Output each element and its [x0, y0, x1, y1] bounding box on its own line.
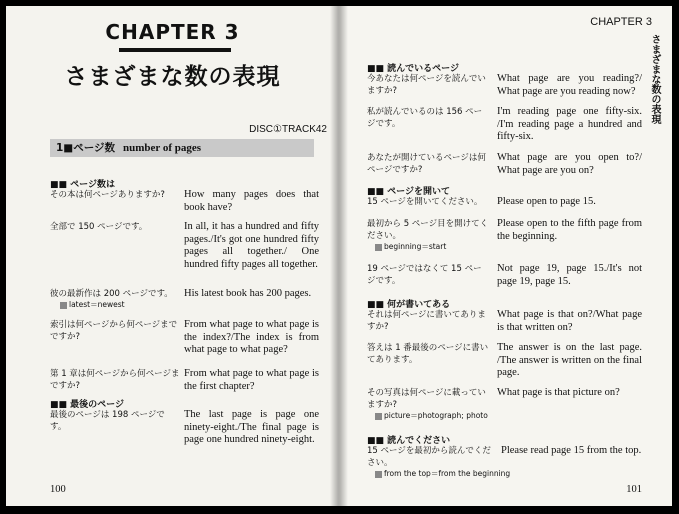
entry-en: The answer is on the last page. /The answer is written on the final page.: [497, 342, 642, 378]
subheading: ■■ ページを開いて: [367, 187, 450, 197]
entry-jp: 今あなたは何ページを読んでいますか?: [367, 74, 486, 96]
book-gutter-shadow: [330, 6, 348, 506]
entry-jp: 15 ページを開いてください。: [367, 197, 483, 207]
entry-jp: 最後のページは 198 ページです。: [50, 410, 165, 432]
entry-note: from the top＝from the beginning: [375, 469, 515, 479]
subheading: ■■ ページ数は: [50, 180, 115, 190]
subheading: ■■ 最後のページ: [50, 400, 124, 410]
entry-en: Please open to page 15.: [497, 196, 596, 207]
entry-note: beginning＝start: [375, 242, 490, 252]
entry-en: What page are you reading?/ What page are you reading now?: [497, 73, 642, 97]
entry-note: latest＝newest: [60, 300, 180, 310]
subheading: ■■ 読んでいるページ: [367, 64, 459, 74]
entry-en: Not page 19, page 15./It's not page 19, page 15.: [497, 263, 642, 287]
chapter-underline: [119, 48, 231, 52]
entry-jp: 最初から 5 ページ目を開けてください。: [367, 219, 489, 241]
entry-en: What page is that on?/What page is that written on?: [497, 309, 642, 333]
section-title: number of pages: [123, 142, 202, 154]
entry-jp: 索引は何ページから何ページまでですか?: [50, 320, 178, 342]
entry-en: What page are you open to?/ What page are you on?: [497, 152, 642, 176]
section-header: [50, 139, 314, 157]
entry-en: In all, it has a hundred and fifty pages./It's got one hundred fifty pages all together./ One hundred fifty pages all together.: [184, 221, 319, 270]
entry-jp: 彼の最新作は 200 ページです。: [50, 289, 173, 299]
note-marker-icon: [375, 471, 382, 478]
entry-jp: 私が読んでいるのは 156 ページです。: [367, 107, 483, 129]
entry-en: I'm reading page one fifty-six. /I'm reading page a hundred and fifty-six.: [497, 106, 642, 142]
entry-jp: 答えは 1 番最後のページに書いてあります。: [367, 343, 489, 365]
entry-jp: あなたが開けているページは何ページですか?: [367, 153, 486, 175]
subheading: ■■ 何が書いてある: [367, 300, 451, 310]
entry-en: Please read page 15 from the top.: [501, 445, 642, 456]
vertical-chapter-title: さまざまな数の表現: [649, 34, 660, 124]
note-marker-icon: [375, 244, 382, 251]
entry-en: His latest book has 200 pages.: [184, 288, 312, 299]
section-number: 1■ページ数: [56, 142, 116, 154]
entry-jp: それは何ページに書いてありますか?: [367, 310, 486, 332]
left-page: [6, 6, 339, 506]
note-marker-icon: [375, 413, 382, 420]
subheading: ■■ 読んでください: [367, 436, 451, 446]
chapter-title: さまざまな数の表現: [64, 64, 281, 90]
page-number: 100: [50, 484, 66, 495]
entry-jp: 19 ページではなくて 15 ページです。: [367, 264, 482, 286]
page-number: 101: [626, 484, 642, 495]
entry-jp: 全部で 150 ページです。: [50, 222, 148, 232]
disc-track-label: DISC①TRACK42: [249, 124, 327, 135]
entry-en: How many pages does that book have?: [184, 189, 319, 213]
running-head: CHAPTER 3: [590, 16, 652, 28]
entry-jp: 第 1 章は何ページから何ページまですか?: [50, 369, 180, 391]
right-page: [339, 6, 672, 506]
entry-jp: その写真は何ページに載っていますか?: [367, 388, 486, 410]
entry-en: From what page to what page is the index?/The index is from what page to what page?: [184, 319, 319, 355]
chapter-label: CHAPTER 3: [105, 20, 240, 44]
entry-jp: その本は何ページありますか?: [50, 190, 165, 200]
entry-en: From what page to what page is the first chapter?: [184, 368, 319, 392]
entry-en: What page is that picture on?: [497, 387, 620, 398]
entry-en: Please open to the fifth page from the beginning.: [497, 218, 642, 242]
entry-jp: 15 ページを最初から読んでください。: [367, 446, 491, 468]
entry-note: picture＝photograph; photo: [375, 411, 490, 421]
entry-en: The last page is page one ninety-eight./The final page is page one hundred ninety-eight.: [184, 409, 319, 445]
note-marker-icon: [60, 302, 67, 309]
